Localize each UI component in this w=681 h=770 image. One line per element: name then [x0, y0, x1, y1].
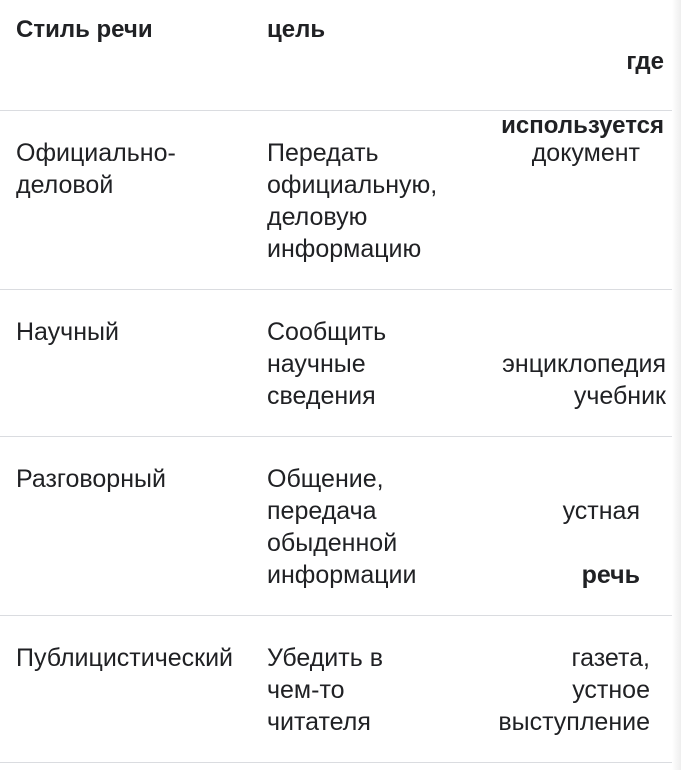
where-cell-content: энциклопедия учебник [502, 350, 666, 410]
scroll-edge-shadow [672, 0, 681, 770]
goal-cell: Общение, передача обыденной информации [267, 465, 417, 589]
header-goal: цель [267, 16, 326, 43]
table-row [0, 111, 672, 290]
where-cell-line2-bold: речь [581, 561, 640, 589]
style-cell: Разговорный [16, 465, 166, 493]
where-cell: газета, устное выступление [498, 644, 650, 736]
header-where-line1: где [626, 48, 664, 75]
table-header-row [0, 0, 672, 139]
table-row [0, 290, 672, 437]
goal-cell: Передать официальную, деловую информацию [267, 139, 438, 263]
goal-cell: Сообщить научные сведения [267, 318, 387, 410]
where-cell: документ [531, 139, 640, 167]
style-cell: Научный [16, 318, 119, 346]
style-cell: Публицистический [16, 644, 233, 672]
header-where-line2: используется [501, 112, 664, 139]
header-style: Стиль речи [16, 16, 153, 43]
where-cell [430, 463, 640, 623]
goal-cell: Убедить в чем-то читателя [267, 644, 383, 736]
table-row [0, 437, 672, 616]
where-cell [456, 316, 666, 444]
table-row [0, 616, 672, 763]
where-cell-line1: устная [562, 497, 640, 525]
style-cell: Официально- деловой [16, 139, 176, 199]
